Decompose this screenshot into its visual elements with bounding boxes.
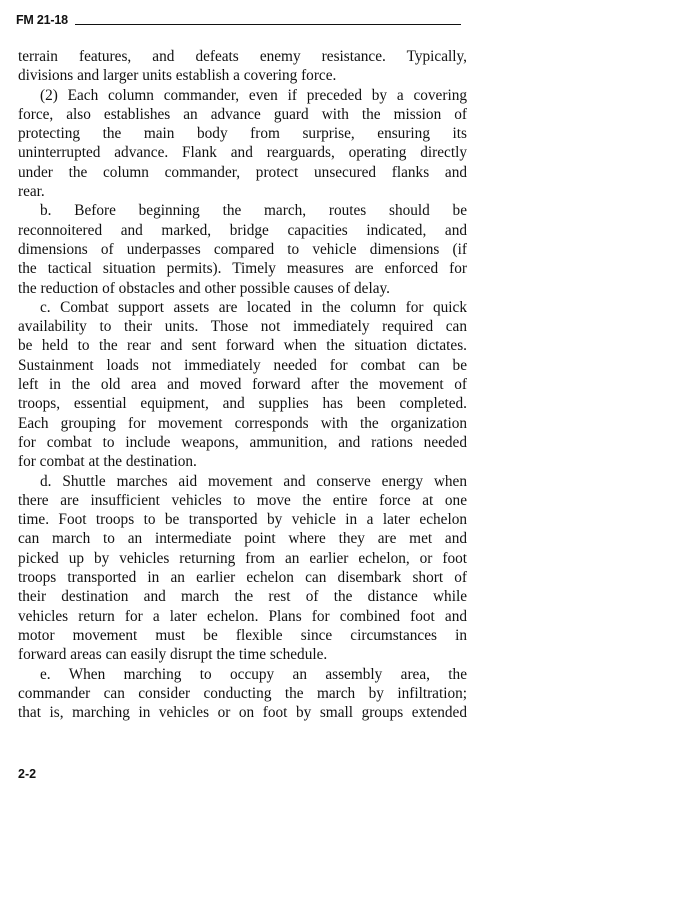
text-line: that is, marching in vehicles or on foot by small groups extended: [18, 704, 467, 722]
text-line: availability to their units. Those not immediately required can: [18, 318, 467, 336]
text-line: there are insufficient vehicles to move the entire force at one: [18, 491, 467, 509]
text-line: for combat to include weapons, ammunition, and rations needed: [18, 433, 467, 451]
text-line: the reduction of obstacles and other possible causes of delay.: [18, 279, 390, 297]
body-text: [18, 47, 467, 722]
text-line: c. Combat support assets are located in the column for quick: [40, 298, 467, 316]
text-line: the tactical situation permits). Timely measures are enforced for: [18, 260, 467, 278]
text-line: for combat at the destination.: [18, 453, 197, 471]
text-line: under the column commander, protect unsecured flanks and: [18, 163, 467, 181]
text-line: terrain features, and defeats enemy resistance. Typically,: [18, 48, 467, 65]
text-line: forward areas can easily disrupt the time schedule.: [18, 646, 328, 664]
text-line: motor movement must be flexible since circumstances in: [18, 626, 467, 644]
text-line: left in the old area and moved forward after the movement of: [18, 376, 467, 394]
text-line: commander can consider conducting the march by infiltration;: [18, 684, 467, 702]
text-line: Sustainment loads not immediately needed for combat can be: [18, 356, 467, 374]
text-line: (2) Each column commander, even if preceded by a covering: [40, 86, 467, 104]
header-rule: [75, 24, 461, 25]
text-line: troops transported in an earlier echelon can disembark short of: [18, 569, 467, 587]
text-line: d. Shuttle marches aid movement and conserve energy when: [40, 472, 467, 490]
text-line: dimensions of underpasses compared to vehicle dimensions (if: [18, 240, 467, 258]
text-line: force, also establishes an advance guard with the mission of: [18, 105, 467, 123]
text-line: divisions and larger units establish a covering force.: [18, 67, 337, 85]
text-line: rear.: [18, 183, 45, 201]
text-line: troops, essential equipment, and supplies has been completed.: [18, 395, 467, 413]
text-line: vehicles return for a later echelon. Plans for combined foot and: [18, 607, 467, 625]
text-line: picked up by vehicles returning from an earlier echelon, or foot: [18, 549, 467, 567]
text-line: reconnoitered and marked, bridge capacities indicated, and: [18, 221, 467, 239]
page-number: 2-2: [18, 767, 37, 781]
text-line: time. Foot troops to be transported by vehicle in a later echelon: [18, 511, 467, 529]
text-line: e. When marching to occupy an assembly area, the: [40, 665, 467, 683]
text-line: uninterrupted advance. Flank and rearguards, operating directly: [18, 144, 467, 162]
text-line: protecting the main body from surprise, ensuring its: [18, 125, 467, 143]
text-line: can march to an intermediate point where they are met and: [18, 530, 467, 548]
text-line: b. Before beginning the march, routes should be: [40, 202, 467, 220]
page-header: [16, 13, 461, 27]
text-line: Each grouping for movement corresponds with the organization: [18, 414, 467, 432]
text-line: be held to the rear and sent forward when the situation dictates.: [18, 337, 467, 355]
manual-number: FM 21-18: [16, 13, 68, 27]
text-line: their destination and march the rest of the distance while: [18, 588, 467, 606]
